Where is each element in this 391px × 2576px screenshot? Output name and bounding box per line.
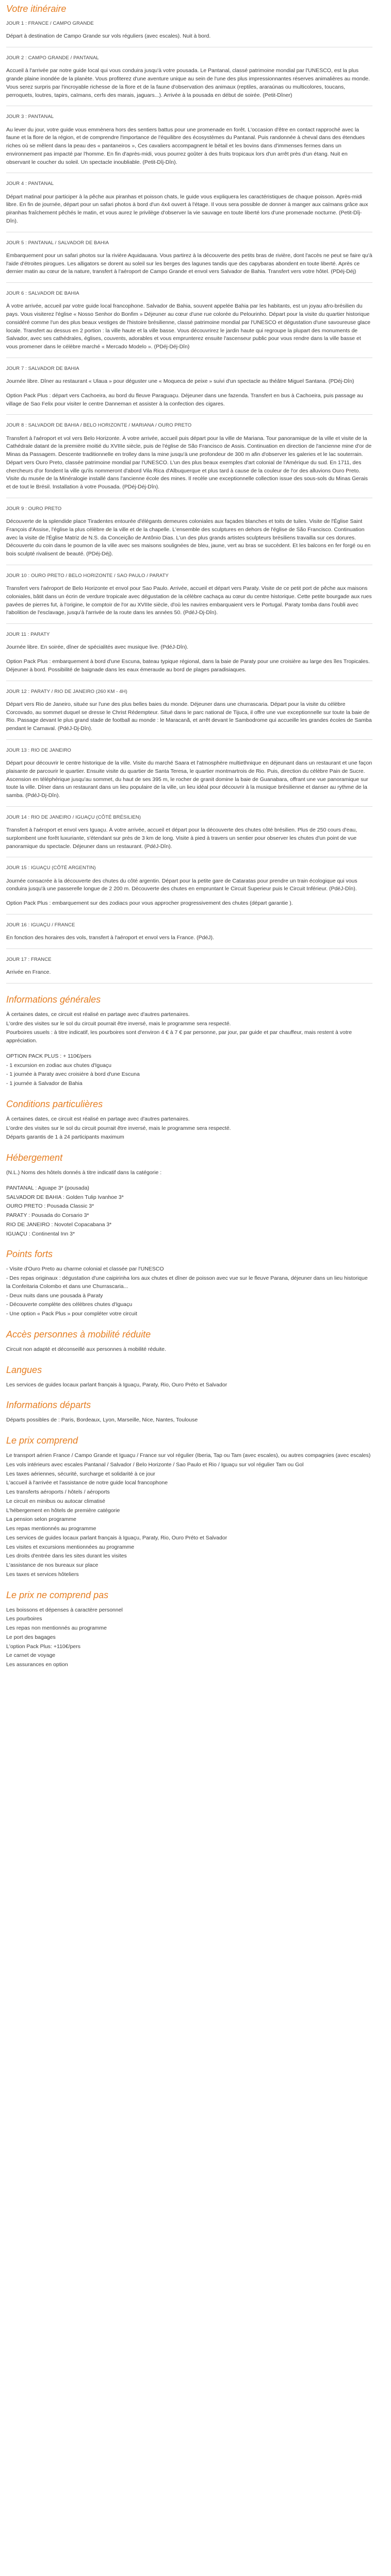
day-block [6,956,372,984]
section-text: Le carnet de voyage [6,1652,56,1659]
section-text: L'hébergement en hôtels de première catégorie [6,1507,120,1514]
day-title: JOUR 15 : IGUAÇU (CÔTÉ ARGENTIN) [6,865,96,871]
day-block [6,814,372,858]
section-title: Hébergement [6,1153,63,1163]
section-text: - 1 journée à Salvador de Bahia [6,1080,83,1087]
day-description: Transfert vers l'aéroport de Belo Horizonte et envol pour Sao Paulo. Arrivée, accueil et départ vers Paraty. Visite de ce petit port de pêche aux maisons coloniales, bâtit dans un écrin de verdure tropicale avec dégustation de la célèbre cachaça au cœur du centre historique. Cette petite bourgade aux rues pavées de pierres fut, à l'origine, le comptoir de l'or au XVIIIe siècle, d'où les navires embarquaient vers le Portugal. Paraty tomba dans l'oubli avec l'abolition de l'esclavage, jusqu'à l'arrivée de la route dans les années 50. (PdéJ-Dj-Dîn). [6,585,372,616]
section-text: IGUAÇU : Continental Inn 3* [6,1230,75,1237]
day-title: JOUR 8 : SALVADOR DE BAHIA / BELO HORIZONTE / MARIANA / OURO PRETO [6,422,192,429]
section-text: Les vols intérieurs avec escales Pantanal / Salvador / Belo Horizonte / Sao Paulo et Rio / Iguaçu sur vol régulier Tam ou Gol [6,1461,304,1468]
day-block [6,113,372,173]
day-title: JOUR 17 : FRANCE [6,956,52,962]
day-block [6,55,372,106]
day-title: JOUR 2 : CAMPO GRANDE / PANTANAL [6,55,99,61]
section-text: - Des repas originaux : dégustation d'une caipirinha lors aux chutes et dîner de poisson avec vue sur le fleuve Parana, déjeuner dans un lieu historique la Confeitaria Colombo et dans une Churrascaria... [6,1275,368,1290]
section-text: Les repas non mentionnés au programme [6,1625,107,1631]
day-description: Option Pack Plus : embarquement à bord d'une Escuna, bateau typique régional, dans la baie de Paraty pour une croisière au large des îles Tropicales. Déjeuner à bord. Possibilité de baignade dans les eaux émeraude au bord de plages paradisiaques. [6,658,370,673]
day-description: Départ vers Rio de Janeiro, située sur l'une des plus belles baies du monde. Déjeuner dans une churrascaria. Départ pour la visite du célèbre Corcovado, au sommet duquel se dresse le Christ Rédempteur. Situé dans le parc national de Tijuca, il offre une vue exceptionnelle sur toute la baie de Rio. Passage devant le plus grand stade de football au monde : le Maracanã, et arrêt devant le Sambodrome qui accueille les grandes écoles de Samba pendant le Carnaval. (PdéJ-Dj-Dîn). [6,701,372,732]
day-block [6,422,372,498]
divider [6,623,372,624]
page-title: Votre itinéraire [6,4,67,14]
section-text: OURO PRETO : Pousada Classic 3* [6,1203,94,1210]
section-text: Le circuit en minibus ou autocar climatisé [6,1498,106,1504]
day-description: Au lever du jour, votre guide vous emmènera hors des sentiers battus pour une promenade en forêt. L'occasion d'être en contact rapproché avec la faune et la flore de la région, et de comprendre l'importance de l'équilibre des écosystèmes du Pantanal. Puis randonnée à cheval dans des étendues riches où se mêlent dans la peau des « pantaneiros », Ces cavaliers accompagnent le bétail et les bovins dans d'immenses fermes dans un environnement pas impacté par l'homme. En fin d'après-midi, vous pourrez goûter à des fruits tropicaux lors d'un arrêt près d'un étang. Nuit en observant le coucher du soleil. Un spectacle inoubliable. (Petit-Dîj-Dîn). [6,126,365,165]
section-text: - 1 journée à Paraty avec croisière à bord d'une Escuna [6,1071,140,1078]
day-title: JOUR 11 : PARATY [6,632,50,637]
section-text: OPTION PACK PLUS : + 110€/pers [6,1053,92,1059]
day-description: Option Pack Plus : embarquement sur des zodiacs pour vous approcher progressivement des chutes (départ garantie ). [6,900,293,906]
day-title: JOUR 16 : IGUAÇU / FRANCE [6,922,75,928]
section-title: Le prix comprend [6,1435,78,1446]
day-description: Transfert à l'aéroport et envol vers Iguaçu. À votre arrivée, accueil et départ pour la découverte des chutes côté brésilien. Plus de 250 cours d'eau, surplombent une forêt luxuriante, s'étendant sur près de 3 km de long. Visite à pied à travers un sentier pour observer les chutes d'un point de vue panoramique du spectacle. Déjeuner dans un restaurant. (PdéJ-Dîn). [6,827,357,850]
section-text: Les taxes et services hôteliers [6,1571,79,1578]
day-block [6,922,372,949]
section-text: - 1 excursion en zodiac aux chutes d'Iguaçu [6,1062,111,1069]
section-title: Langues [6,1364,42,1375]
day-title: JOUR 10 : OURO PRETO / BELO HORIZONTE / SAO PAULO / PARATY [6,572,169,579]
day-block [6,290,372,358]
divider [6,948,372,949]
day-description: Transfert à l'aéroport et vol vers Belo Horizonte. À votre arrivée, accueil puis départ pour la ville de Mariana. Tour panoramique de la ville et visite de la Cathédrale datant de la première moitié du XVIIIe siècle, puis de l'église de São Francisco de Assis. Continuation en direction de l'ancienne mine d'or de Minas da Passagem. Descente traditionnelle en trolley dans la mine jusqu'à une profondeur de 300 m afin d'observer les galeries et le lac souterrain. Départ vers Ouro Preto, classée patrimoine mondial par l'UNESCO. L'un des plus beaux exemples d'art colonial de l'Amérique du sud. En 1711, des chercheurs d'or fondent la ville qu'ils nommeront d'abord Vila Rica d'Albuquerque et plus tard à cause de la couleur de l'or des alluvions Ouro Preto. Visite du musée de la Minéralogie installé dans l'ancienne école des mines. Il recèle une exceptionnelle collection issue des sous-sols du Minas Gerais et de tout le Brésil. Installation à votre Pousada. (PDéj-Déj-Dîn). [6,435,372,490]
section-text: - Visite d'Ouro Preto au charme colonial et classée par l'UNESCO [6,1266,164,1273]
section-text: À certaines dates, ce circuit est réalisé en partage avec d'autres partenaires. [6,1115,190,1122]
day-title: JOUR 7 : SALVADOR DE BAHIA [6,365,79,371]
section-text: Les services de guides locaux parlant français à Iguaçu, Paraty, Rio, Ouro Préto et Salvador [6,1381,227,1388]
section-text: - Une option « Pack Plus » pour compléter votre circuit [6,1311,137,1317]
day-block [6,572,372,624]
day-title: JOUR 1 : FRANCE / CAMPO GRANDE [6,21,94,26]
day-title: JOUR 12 : PARATY / RIO DE JANEIRO (260 KM - 4H) [6,688,127,694]
day-title: JOUR 5 : PANTANAL / SALVADOR DE BAHIA [6,240,109,246]
day-block [6,505,372,565]
day-description: Accueil à l'arrivée par notre guide local qui vous conduira jusqu'à votre pousada. Le Pantanal, classé patrimoine mondial par l'UNESCO, est la plus grande plaine inondée de la planète. Vous profiterez d'une aventure unique au sein de l'une des plus impressionnantes réserves animalières au monde. Vous serez surpris par l'incroyable richesse de la flore et de la faune d'observation des animaux (reptiles, araraúnas ou multicolores, toucans, perroquets, loutres, tapirs, caïmans, cerfs des marais, jaguars...). Arrivée à la pousada en début de soirée. (Petit-Dîner) [6,67,370,98]
day-block [6,865,372,914]
day-title: JOUR 6 : SALVADOR DE BAHIA [6,291,79,296]
day-description: Embarquement pour un safari photos sur la rivière Aquidauana. Vous partirez à la découverte des petits bras de rivière, dont l'accès ne peut se faire qu'à l'aide d'étroites pirogues. Les alligators se dorent au soleil sur les berges des lagunes tandis que des capybaras abondent en toute liberté. Après ce dernier matin au cœur de la nature, transfert à l'aéroport de Campo Grande et envol vers Salvador de Bahia. Transfert vers votre hôtel. (PDéj-Déj) [6,252,372,275]
section-text: SALVADOR DE BAHIA : Golden Tulip Ivanhoe 3* [6,1194,124,1200]
day-description: Journée consacrée à la découverte des chutes du côté argentin. Départ pour la petite gare de Cataratas pour prendre un train écologique qui vous conduira jusqu'à une passerelle longue de 2 200 m. Découverte des chutes en empruntant le Circuit Superieur puis le Circuit Inférieur. (PdéJ-Dîn). [6,877,357,892]
section-text: - Deux nuits dans une pousada à Paraty [6,1292,103,1299]
day-title: JOUR 3 : PANTANAL [6,114,54,120]
day-title: JOUR 4 : PANTANAL [6,181,54,187]
section-title: Le prix ne comprend pas [6,1589,109,1600]
divider [6,983,372,984]
section-text: L'option Pack Plus: +110€/pers [6,1643,80,1650]
divider [6,739,372,740]
section-text: À certaines dates, ce circuit est réalisé en partage avec d'autres partenaires. [6,1011,190,1018]
section-title: Accès personnes à mobilité réduite [6,1329,151,1340]
day-description: Option Pack Plus : départ vers Cachoeira, au bord du fleuve Paraguaçu. Déjeuner dans une fazenda. Transfert en bus à Cachoeira, puis passage au village de Sao Felix pour visiter le centre Danneman et assister à la confection des cigares. [6,392,363,407]
day-block [6,240,372,283]
section-text: PARATY : Pousada do Corsario 3* [6,1212,89,1218]
day-block [6,20,372,47]
divider [6,282,372,283]
section-text: Les assurances en option [6,1662,68,1668]
section-text: Les taxes aériennes, sécurité, surcharge et solidarité à ce jour [6,1470,155,1477]
section-title: Points forts [6,1249,53,1260]
section-text: L'ordre des visites sur le sol du circuit pourrait être inversé, mais le programme sera respecté. [6,1125,231,1131]
section-text: Les visites et excursions mentionnées au programme [6,1544,135,1550]
day-description: À votre arrivée, accueil par votre guide local francophone. Salvador de Bahia, souvent appelée Bahia par les habitants, est un joyau afro-brésilien du pays. Vous visiterez l'église « Nosso Senhor do Bonfim » Déjeuner au cœur d'une rue colorée du Pelourinho. Départ pour la visite du quartier historique considéré comme l'un des plus beaux vestiges de l'histoire brésilienne, classé patrimoine mondial par l'UNESCO et dégustation d'une savoureuse glace locale. Transfert au dessus en 2 portion : la ville haute et la ville basse. Vous découvrirez le jardin haute qui regroupe la plupart des monuments de Salvador, avec ses cathédrales, églises, couvents, adorables et vous emprunterez ensuite l'ascenseur public pour vous rendre dans la ville basse et vous promener dans le célèbre marché « Mercado Modelo ». (PDéj-Déj-Dîn) [6,303,371,350]
section-title: Informations générales [6,994,101,1005]
section-text: Circuit non adapté et déconseillé aux personnes à mobilité réduite. [6,1346,166,1352]
section-text: Pourboires usuels : à titre indicatif, les pourboires sont d'environ 4 € à 7 € par personne, par jour, par guide et par chauffeur, mais restent à votre appréciation. [6,1029,352,1044]
day-description: Arrivée en France. [6,969,51,975]
section-text: L'ordre des visites sur le sol du circuit pourrait être inversé, mais le programme sera respecté. [6,1020,231,1027]
section-text: - Découverte complète des célèbres chutes d'Iguaçu [6,1301,133,1308]
section-text: L'accueil à l'arrivée et l'assistance de notre guide local francophone [6,1480,168,1486]
day-description: Journée libre. En soirée, dîner de spécialités avec musique live. (PdéJ-Dîn). [6,644,189,651]
section-text: PANTANAL : Aguape 3* (pousada) [6,1184,89,1191]
section-text: Les services de guides locaux parlant français à Iguaçu, Paraty, Rio, Ouro Préto et Salvador [6,1534,227,1541]
day-block [6,180,372,232]
section-text: Les boissons et dépenses à caractère personnel [6,1606,123,1613]
spacer [6,1046,372,1053]
day-title: JOUR 13 : RIO DE JANEIRO [6,747,71,753]
day-block [6,688,372,740]
day-title: JOUR 14 : RIO DE JANEIRO / IGUAÇU (CÔTÉ BRÉSILIEN) [6,814,141,820]
divider [6,806,372,807]
section-text: Les repas mentionnés au programme [6,1526,96,1532]
day-description: Journée libre. Dîner au restaurant « Ulaua » pour déguster une « Moqueca de peixe » suivi d'un spectacle au théâtre Miguel Santana. (PDéj-Dîn) [6,378,354,384]
section-text: Le port des bagages [6,1634,56,1640]
section-text: Les transferts aéroports / hôtels / aéroports [6,1489,110,1495]
day-block [6,631,372,681]
day-description: Découverte de la splendide place Tiradentes entourée d'élégants demeures coloniales aux façades blanches et toits de tuiles. Visite de l'Église Saint François d'Assise, l'église la plus célèbre de la ville et de la chapelle. L'ensemble des sculptures en dehors de l'église de São Francisco. Continuation avec la visite de l'Église Matriz de N.S. da Conceição de Antônio Dias. L'un des plus grands artistes sculpteurs brésiliens travailla sur ces dorures. Découverte du coin dans le poumon de la ville avec ses maisons soulignées de bleu, jaune, vert au bras se succèdent. Et les balcons en fer forgé ou en bois sculpté rivalisent de beauté. (PDéj-Déj). [6,518,371,557]
section-title: Informations départs [6,1400,91,1411]
day-description: Départ pour découvrir le centre historique de la ville. Visite du marché Saara et l'atmosphère multiethnique en déjeunant dans un restaurant et une façon plaisante de parcourir le quartier. Ensuite visite du quartier de Santa Teresa, le quartier montmartrois de Rio. Puis, direction du célèbre Pain de Sucre. Ascension en téléphérique jusqu'au sommet, du haut de ses 395 m, le rocher de granit domine la baie de Guanabara, offrant une vue panoramique sur toute la ville. Dîner dans un restaurant dans un lieu populaire de la ville, un lieu idéal pour découvrir à la musique brésilienne et danser au rythme de la samba. (PdéJ-Dj-Dîn). [6,760,372,799]
day-block [6,365,372,415]
section-text: RIO DE JANEIRO : Novotel Copacabana 3* [6,1221,112,1228]
day-block [6,747,372,807]
section-text: Les droits d'entrée dans les sites durant les visites [6,1553,127,1560]
section-text: (N.L.) Noms des hôtels donnés à titre indicatif dans la catégorie : [6,1170,162,1176]
day-title: JOUR 9 : OURO PRETO [6,505,62,512]
section-text: Départs garantis de 1 à 24 participants maximum [6,1134,124,1141]
days-list [6,20,372,984]
divider [6,414,372,415]
section-text: Départs possibles de : Paris, Bordeaux, Lyon, Marseille, Nice, Nantes, Toulouse [6,1417,198,1423]
day-description: Départ à destination de Campo Grande sur vols réguliers (avec escales). Nuit à bord. [6,33,211,40]
info-sections [6,993,372,1669]
section-title: Conditions particulières [6,1098,103,1109]
section-text: L'assistance de nos bureaux sur place [6,1562,99,1568]
section-text: Le transport aérien France / Campo Grande et Iguaçu / France sur vol régulier (Iberia, Tap ou Tam (avec escales), ou autres compagnies (avec escales) [6,1452,371,1459]
spacer [6,1178,372,1184]
day-description: En fonction des horaires des vols, transfert à l'aéroport et envol vers la France. (PdéJ). [6,935,214,941]
section-text: Les pourboires [6,1616,42,1622]
section-text: La pension selon programme [6,1516,76,1523]
day-description: Départ matinal pour participer à la pêche aux piranhas et poisson chats, le guide vous expliquera les caractéristiques de chaque poisson. Après-midi libre. En fin de journée, départ pour un safari photos à bord d'un 4x4 ouvert à l'étage. Il vous sera possible de donner à manger aux caïmans grâce aux piranhas fraîchement pêchés le matin, et vous aurez le privilège d'observer la vie sauvage en toute liberté lors d'une promenade nocturne. (Petit-Dîj-Dîn). [6,193,368,224]
